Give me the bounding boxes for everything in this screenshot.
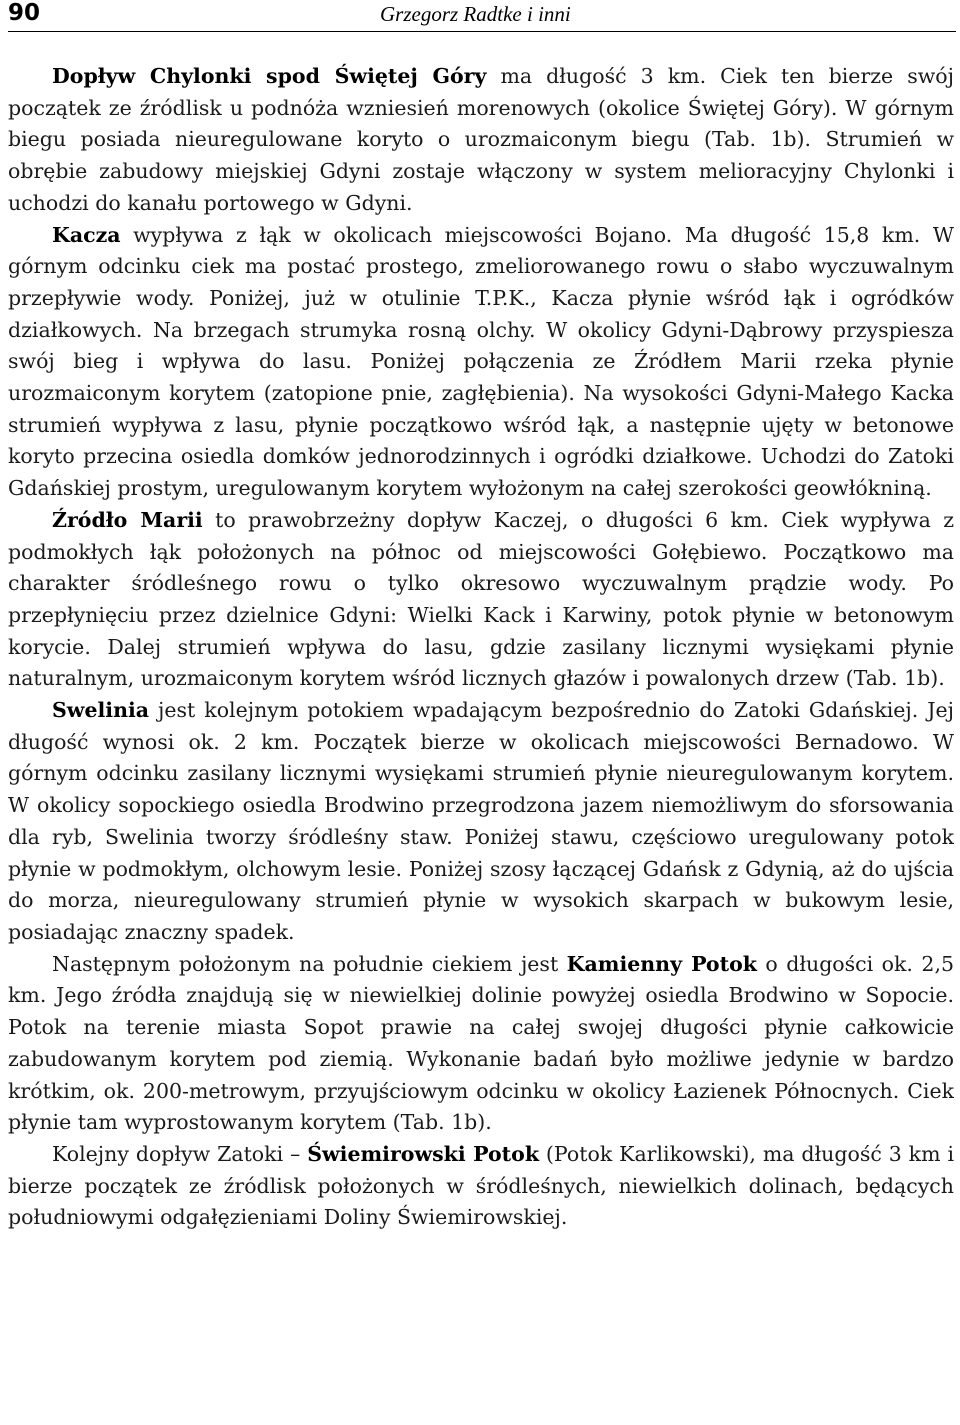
- paragraph-text: o długości ok. 2,5 km. Jego źródła znajdują się w niewielkiej dolinie powyżej osiedla Brodwino w Sopocie. Potok na terenie miasta Sopot prawie na całej swojej długości płynie całkowicie zabudowanym korytem pod ziemią. Wykonanie badań było możliwe jedynie w bardzo krótkim, ok. 200-metrowym, przyujściowym odcinku w okolicy Łazienek Północnych. Ciek płynie tam wyprostowanym korytem (Tab. 1b).: [8, 951, 954, 1135]
- river-name: Kacza: [52, 222, 121, 247]
- paragraph-text: ma długość 3 km. Ciek ten bierze swój początek ze źródlisk u podnóża wzniesień morenowych (okolice Świętej Góry). W górnym biegu posiada nieuregulowane koryto o urozmaiconym biegu (Tab. 1b). Strumień w obrębie zabudowy miejskiej Gdyni zostaje włączony w system melioracyjny Chylonki i uchodzi do kanału portowego w Gdyni.: [8, 64, 954, 215]
- paragraph-swiemirowski-potok: [8, 1139, 954, 1234]
- paragraph-swelinia: [8, 695, 954, 949]
- paragraph-text: (Potok Karlikowski), ma długość 3 km i bierze początek ze źródlisk położonych w śródleśnych, niewielkich dolinach, będących południowymi odgałęzieniami Doliny Świemirowskiej.: [8, 1141, 954, 1230]
- paragraph-text: to prawobrzeżny dopływ Kaczej, o długości 6 km. Ciek wypływa z podmokłych łąk położonych na północ od miejscowości Gołębiewo. Początkowo ma charakter śródleśnego rowu o tylko okresowo wyczuwalnym prądzie wody. Po przepłynięciu przez dzielnice Gdyni: Wielki Kack i Karwiny, potok płynie w betonowym korycie. Dalej strumień wpływa do lasu, gdzie zasilany licznymi wysiękami płynie naturalnym, urozmaiconym korytem wśród licznych głazów i powalonych drzew (Tab. 1b).: [8, 507, 954, 691]
- paragraph-text: jest kolejnym potokiem wpadającym bezpośrednio do Zatoki Gdańskiej. Jej długość wynosi ok. 2 km. Początek bierze w okolicach miejscowości Bernadowo. W górnym odcinku zasilany licznymi wysiękami strumień płynie nieuregulowanym korytem. W okolicy sopockiego osiedla Brodwino przegrodzona jazem niemożliwym do sforsowania dla ryb, Swelinia tworzy śródleśny staw. Poniżej stawu, częściowo uregulowany potok płynie w podmokłym, olchowym lesie. Poniżej szosy łączącej Gdańsk z Gdynią, aż do ujścia do morza, nieuregulowany strumień płynie w wysokich skarpach w bukowym lesie, posiadając znaczny spadek.: [8, 698, 954, 944]
- page-number: 90: [8, 0, 41, 26]
- body-text: [8, 61, 954, 1421]
- paragraph-lead: Następnym położonym na południe ciekiem jest: [52, 951, 567, 976]
- paragraph-zrodlo-marii: [8, 505, 954, 695]
- river-name: Dopływ Chylonki spod Świętej Góry: [52, 64, 487, 88]
- river-name: Świemirowski Potok: [307, 1141, 540, 1166]
- river-name: Kamienny Potok: [566, 951, 757, 976]
- river-name: Źródło Marii: [52, 507, 203, 532]
- paragraph-chylonka-tributary: [8, 61, 954, 220]
- page-header: [8, 0, 956, 30]
- header-rule: [8, 31, 956, 32]
- paragraph-kamienny-potok: [8, 949, 954, 1139]
- paragraph-text: wypływa z łąk w okolicach miejscowości Bojano. Ma długość 15,8 km. W górnym odcinku ciek ma postać prostego, zmeliorowanego rowu o słabo wyczuwalnym przepływie wody. Poniżej, już w otulinie T.P.K., Kacza płynie wśród łąk i ogródków działkowych. Na brzegach strumyka rosną olchy. W okolicy Gdyni-Dąbrowy przyspiesza swój bieg i wpływa do lasu. Poniżej połączenia ze Źródłem Marii rzeka płynie urozmaiconym korytem (zatopione pnie, zagłębienia). Na wysokości Gdyni-Małego Kacka strumień wypływa z lasu, płynie początkowo wśród łąk, a następnie ujęty w betonowe koryto przecina osiedla domków jednorodzinnych i ogródki działkowe. Uchodzi do Zatoki Gdańskiej prostym, uregulowanym korytem wyłożonym na całej szerokości geowłókniną.: [8, 222, 954, 501]
- running-head: Grzegorz Radtke i inni: [380, 2, 571, 26]
- paragraph-kacza: [8, 220, 954, 505]
- river-name: Swelinia: [52, 698, 150, 723]
- paragraph-lead: Kolejny dopływ Zatoki –: [52, 1141, 308, 1166]
